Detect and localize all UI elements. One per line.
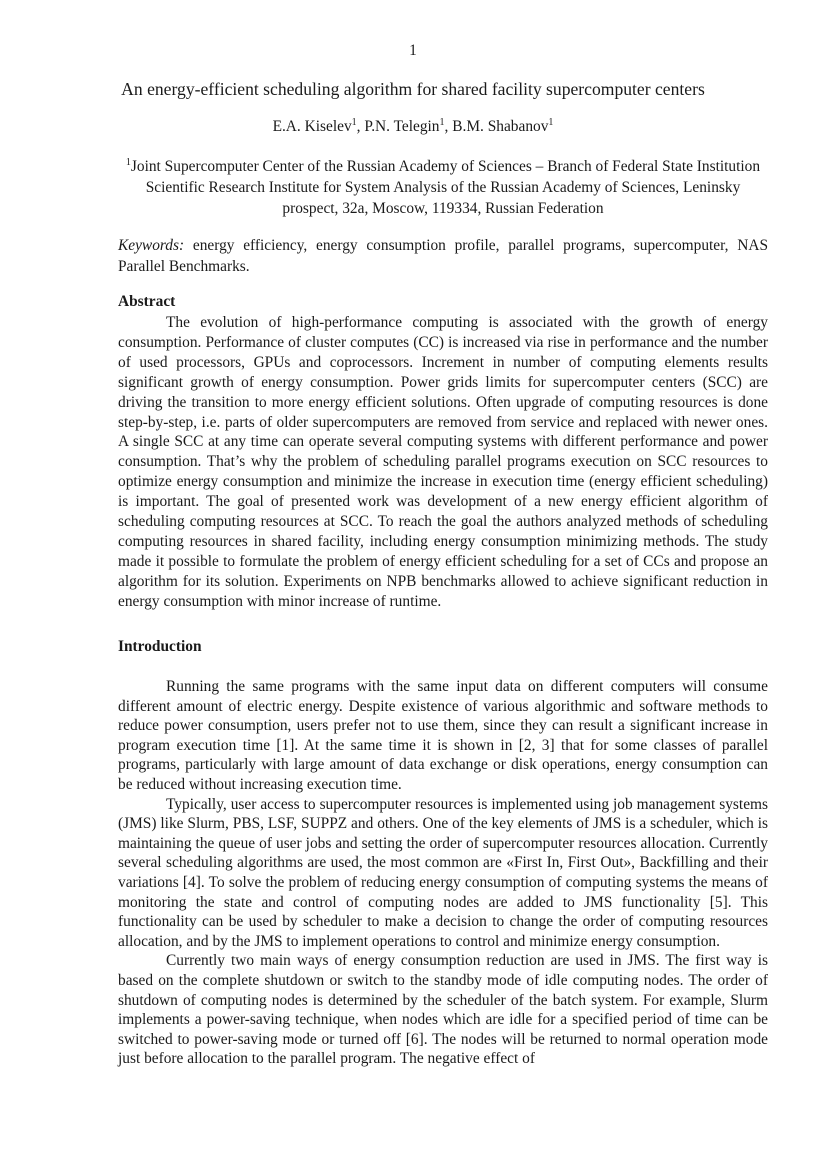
affiliation-text: Joint Supercomputer Center of the Russian Academy of Sciences – Branch of Federal State Institution Scientific Research Institute for System Analysis of the Russian Academy of Sciences, Leninsky prospect, 32a, Moscow, 119334, Russian Federation bbox=[130, 158, 761, 217]
author-affiliation-mark: 1 bbox=[439, 116, 445, 128]
introduction-paragraph: Typically, user access to supercomputer resources is implemented using job management systems (JMS) like Slurm, PBS, LSF, SUPPZ and others. One of the key elements of JMS is a scheduler, which is maintaining the queue of user jobs and setting the order of supercomputer resources allocation. Currently several scheduling algorithms are used, the most common are «First In, First Out», Backfilling and their variations [4]. To solve the problem of reducing energy consumption of computing systems the means of monitoring the state and control of computing nodes are added to JMS functionality [5]. This functionality can be used by scheduler to make a decision to change the order of computing resources allocation, and by the JMS to implement operations to control and minimize energy consumption. bbox=[118, 795, 768, 950]
abstract-text: The evolution of high-performance computing is associated with the growth of energy consumption. Performance of cluster computes (CC) is increased via rise in performance and the number of used processors, GPUs and coprocessors. Increment in number of computing elements results significant growth of energy consumption. Power grids limits for supercomputer centers (SCC) are driving the transition to more energy efficient solutions. Often upgrade of computing resources is done step-by-step, i.e. parts of older supercomputers are removed from service and replaced with newer ones. A single SCC at any time can operate several computing systems with different performance and power consumption. That’s why the problem of scheduling parallel programs execution on SCC resources to optimize energy consumption and minimize the increase in execution time (energy efficient scheduling) is important. The goal of presented work was development of a new energy efficient algorithm of scheduling computing resources at SCC. To reach the goal the authors analyzed methods of scheduling computing resources in shared facility, including energy consumption minimizing methods. The study made it possible to formulate the problem of energy efficient scheduling for a set of CCs and propose an algorithm for its solution. Experiments on NPB benchmarks allowed to achieve significant reduction in energy consumption with minor increase of runtime. bbox=[118, 314, 768, 610]
paper-title: An energy-efficient scheduling algorithm for shared facility supercomputer centers bbox=[121, 79, 705, 99]
author-name: P.N. Telegin bbox=[364, 118, 440, 135]
affiliation-mark: 1 bbox=[125, 156, 131, 168]
keywords bbox=[118, 235, 768, 277]
keywords-text: energy efficiency, energy consumption profile, parallel programs, supercomputer, NAS Parallel Benchmarks. bbox=[118, 237, 768, 275]
author-list bbox=[0, 118, 826, 136]
keywords-label: Keywords: bbox=[118, 237, 185, 254]
author-affiliation-mark: 1 bbox=[548, 116, 554, 128]
author-name: B.M. Shabanov bbox=[452, 118, 549, 135]
introduction-body bbox=[118, 677, 768, 1069]
author-separator: , bbox=[444, 118, 453, 135]
author-affiliation-mark: 1 bbox=[351, 116, 357, 128]
introduction-heading: Introduction bbox=[118, 638, 202, 655]
abstract-heading: Abstract bbox=[118, 293, 176, 310]
page-number: 1 bbox=[409, 42, 417, 59]
affiliation bbox=[118, 156, 768, 219]
author-separator: , bbox=[356, 118, 365, 135]
introduction-paragraph: Currently two main ways of energy consumption reduction are used in JMS. The first way is based on the complete shutdown or switch to the standby mode of idle computing nodes. The order of shutdown of computing nodes is determined by the scheduler of the batch system. For example, Slurm implements a power-saving technique, when nodes which are idle for a specified period of time can be switched to power-saving mode or turned off [6]. The nodes will be returned to normal operation mode just before allocation to the parallel program. The negative effect of bbox=[118, 952, 768, 1068]
introduction-paragraph: Running the same programs with the same input data on different computers will consume different amount of electric energy. Despite existence of various algorithmic and software methods to reduce power consumption, users prefer not to use them, since they can result a significant increase in program execution time [1]. At the same time it is shown in [2, 3] that for some classes of parallel programs, particularly with large amount of data exchange or disk operations, energy consumption can be reduced without increasing execution time. bbox=[118, 678, 768, 793]
author-name: E.A. Kiselev bbox=[272, 118, 352, 135]
